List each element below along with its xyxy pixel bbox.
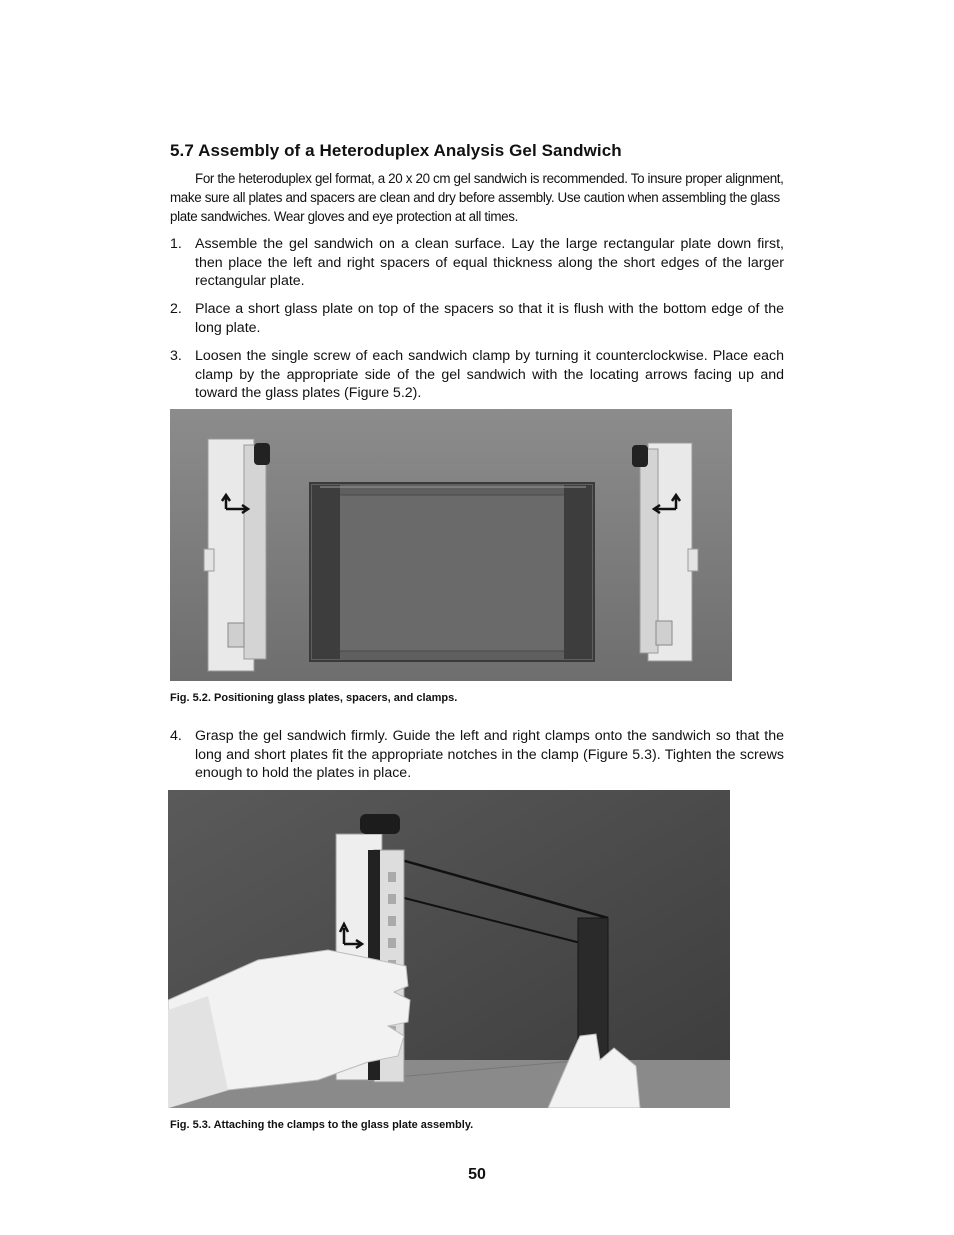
section-heading: 5.7 Assembly of a Heteroduplex Analysis Gel Sandwich — [170, 141, 622, 160]
step-item — [170, 727, 784, 783]
step-item — [170, 235, 784, 291]
figure-caption: Fig. 5.3. Attaching the clamps to the glass plate assembly. — [170, 1119, 474, 1131]
page-number: 50 — [468, 1166, 486, 1183]
clamps-and-plates-illustration — [170, 409, 732, 681]
step-item — [170, 300, 784, 337]
step-item — [170, 347, 784, 403]
step-number: 4. — [170, 728, 182, 744]
step-text: Assemble the gel sandwich on a clean surface. Lay the large rectangular plate down first, then place the left and right spacers of equal thickness along the short edges of the larger rectangular plate. — [195, 236, 784, 290]
intro-paragraph: For the heteroduplex gel format, a 20 x 20 cm gel sandwich is recommended. To insure proper alignment, make sure all plates and spacers are clean and dry before assembly. Use caution when assembling the glass plate sandwiches. Wear gloves and eye protection at all times. — [170, 171, 784, 224]
step-number: 1. — [170, 236, 182, 252]
step-number: 2. — [170, 301, 182, 317]
figure-caption: Fig. 5.2. Positioning glass plates, spacers, and clamps. — [170, 692, 458, 704]
figure-5-2-photo — [170, 409, 732, 681]
step-number: 3. — [170, 348, 182, 364]
step-text: Place a short glass plate on top of the spacers so that it is flush with the bottom edge of the long plate. — [195, 301, 784, 336]
figure-5-3-photo — [168, 790, 730, 1108]
attaching-clamps-illustration — [168, 790, 730, 1108]
step-text: Loosen the single screw of each sandwich clamp by turning it counterclockwise. Place each clamp by the appropriate side of the gel sandwich with the locating arrows facing up and toward the glass plates (Figure 5.2). — [195, 348, 784, 402]
step-text: Grasp the gel sandwich firmly. Guide the left and right clamps onto the sandwich so that the long and short plates fit the appropriate notches in the clamp (Figure 5.3). Tighten the screws enough to hold the plates in place. — [195, 728, 784, 782]
